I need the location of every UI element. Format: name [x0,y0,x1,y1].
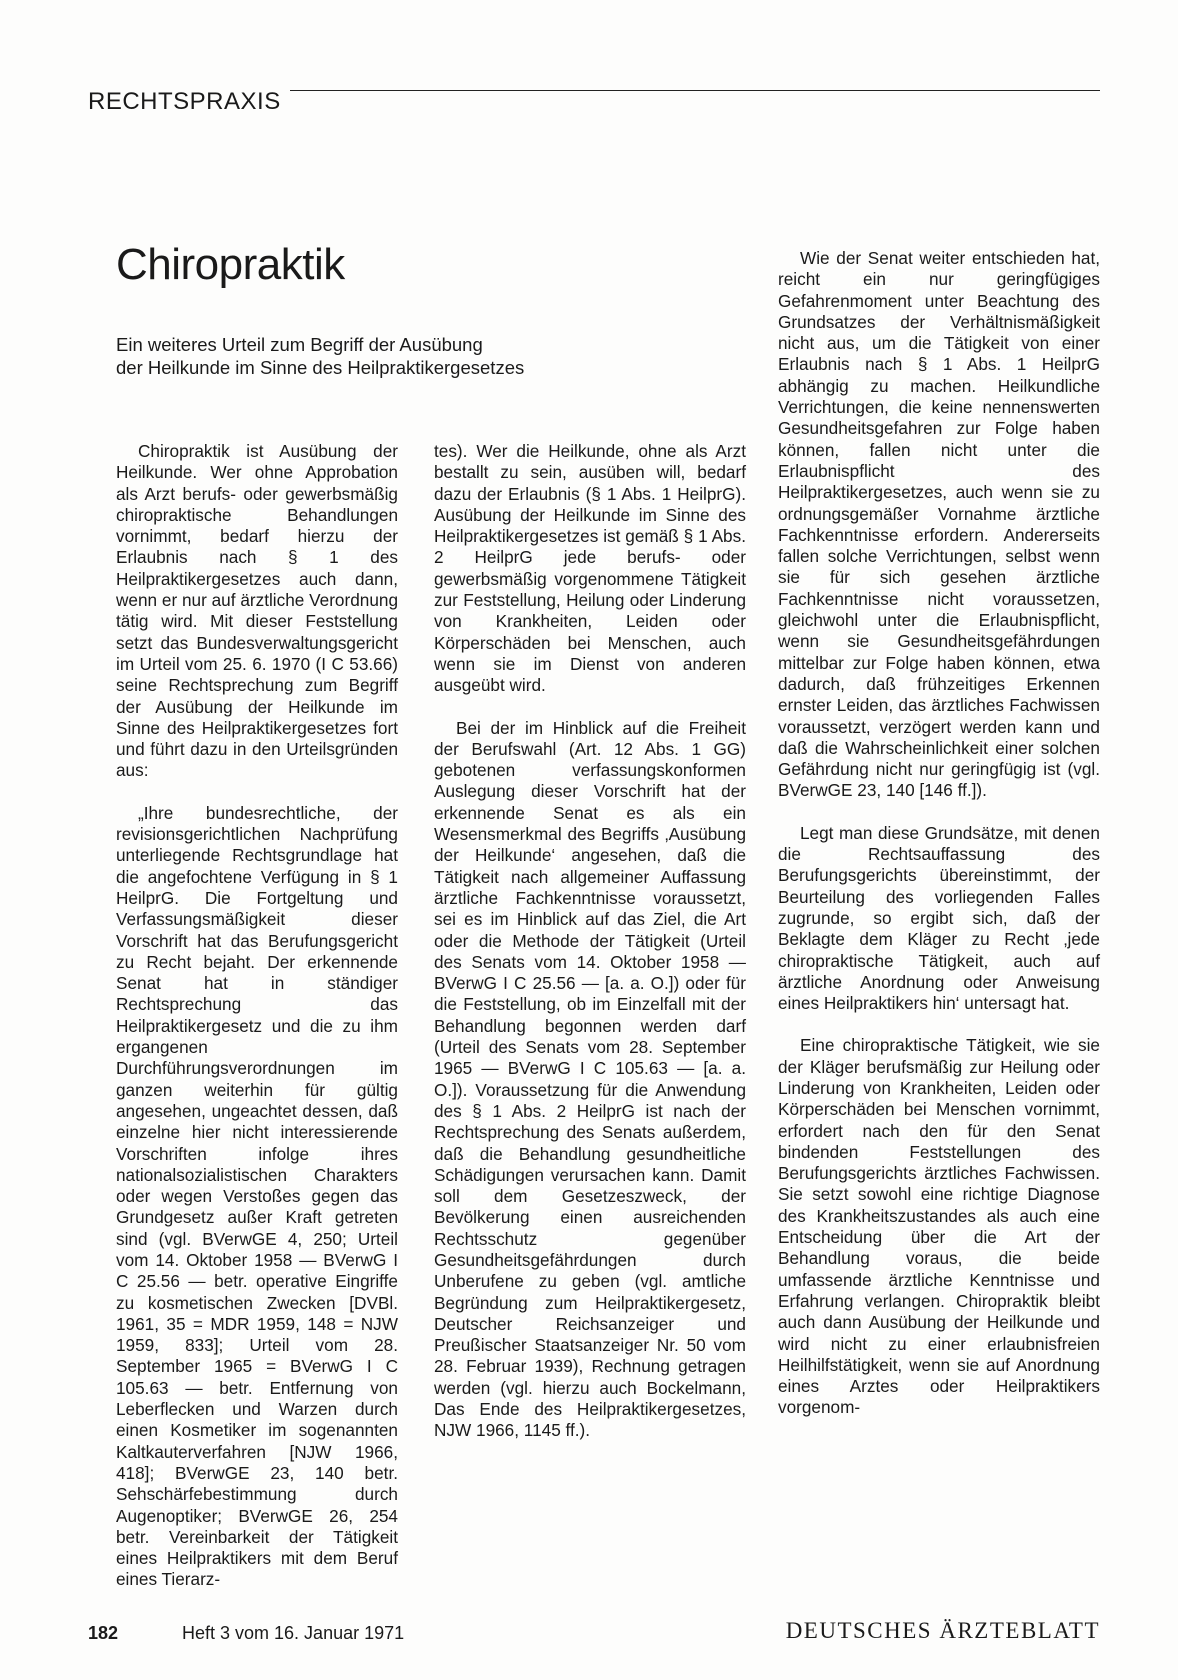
text-column-2 [434,441,746,1463]
text-column-3 [778,248,1100,1440]
paragraph: Legt man diese Grundsätze, mit denen die Rechtsauffassung des Berufungsgerichts übereinstimmt, der Beurteilung des vorliegenden Falles zugrunde, so ergibt sich, daß der Beklagte dem Kläger zu Recht ‚jede chiropraktische Tätigkeit, auch auf ärztliche Anordnung oder Anweisung eines Heilpraktikers hin‘ untersagt hat. [778,822,1100,1014]
paragraph: Bei der im Hinblick auf die Freiheit der Berufswahl (Art. 12 Abs. 1 GG) gebotenen verfassungskonformen Auslegung dieser Vorschrift hat der erkennende Senat es als ein Wesensmerkmal des Begriffs ‚Ausübung der Heilkunde‘ angesehen, daß die Tätigkeit nach allgemeiner Auffassung ärztliche Fachkenntnisse voraussetzt, sei es im Hinblick auf das Ziel, die Art oder die Methode der Tätigkeit (Urteil des Senats vom 14. Oktober 1958 — BVerwG I C 25.56 — [a. a. O.]) oder für die Feststellung, ob im Einzelfall mit der Behandlung begonnen werden darf (Urteil des Senats vom 28. September 1965 — BVerwG I C 105.63 — [a. a. O.]). Voraussetzung für die Anwendung des § 1 Abs. 2 HeilprG ist nach der Rechtsprechung des Senats außerdem, daß die Behandlung gesundheitliche Schädigungen verursachen kann. Damit soll dem Gesetzeszweck, der Bevölkerung einen ausreichenden Rechtsschutz gegenüber Gesundheitsgefährdungen durch Unberufene zu geben (vgl. amtliche Begründung zum Heilpraktikergesetz, Deutscher Reichsanzeiger und Preußischer Staatsanzeiger Nr. 50 vom 28. Februar 1939), Rechnung getragen werden (vgl. hierzu auch Bockelmann, Das Ende des Heilpraktikergesetzes, NJW 1966, 1145 ff.). [434,717,746,1441]
header-rule [290,90,1100,91]
page-number: 182 [88,1623,119,1643]
subtitle-line-2: der Heilkunde im Sinne des Heilpraktikergesetzes [116,357,525,378]
paragraph: Wie der Senat weiter entschieden hat, reicht ein nur geringfügiges Gefahrenmoment unter Beachtung des Grundsatzes der Verhältnismäßigkeit nicht aus, um die Tätigkeit von einer Erlaubnis nach § 1 Abs. 1 HeilprG abhängig zu machen. Heilkundliche Verrichtungen, die keine nennenswerten Gesundheitsgefahren zur Folge haben können, fallen nicht unter die Erlaubnispflicht des Heilpraktikergesetzes, auch wenn sie zu ordnungsgemäßer Vornahme ärztliche Fachkenntnisse erfordern. Andererseits fallen solche Verrichtungen, selbst wenn sie für sich gesehen ärztliche Fachkenntnisse nicht voraussetzen, gleichwohl unter die Erlaubnispflicht, wenn sie Gesundheitsgefährdungen mittelbar zur Folge haben können, etwa dadurch, daß frühzeitiges Erkennen ernster Leiden, das ärztliches Fachwissen voraussetzt, verzögert werden kann und daß die Wahrscheinlichkeit einer solchen Gefährdung nicht nur geringfügig ist (vgl. BVerwGE 23, 140 [146 ff.]). [778,248,1100,801]
journal-name: DEUTSCHES ÄRZTEBLATT [785,1618,1100,1643]
section-label: RECHTSPRAXIS [88,88,281,115]
article-subtitle [116,333,656,379]
article-title: Chiropraktik [116,240,345,289]
paragraph: Chiropraktik ist Ausübung der Heilkunde. Wer ohne Approbation als Arzt berufs- oder gewerbsmäßig chiropraktische Behandlungen vornimmt, bedarf hierzu der Erlaubnis nach § 1 des Heilpraktikergesetzes auch dann, wenn er nur auf ärztliche Verordnung tätig wird. Mit dieser Feststellung setzt das Bundesverwaltungsgericht im Urteil vom 25. 6. 1970 (I C 53.66) seine Rechtsprechung zum Begriff der Ausübung der Heilkunde im Sinne des Heilpraktikergesetzes fort und führt dazu in den Urteilsgründen aus: [116,441,398,781]
paragraph: Eine chiropraktische Tätigkeit, wie sie der Kläger berufsmäßig zur Heilung oder Linderung von Krankheiten, Leiden oder Körperschäden bei Menschen vornimmt, erfordert nach den für den Senat bindenden Feststellungen des Berufungsgerichts ärztliches Fachwissen. Sie setzt sowohl eine richtige Diagnose des Krankheitszustandes als auch eine Entscheidung über die Art der Behandlung voraus, die beide umfassende ärztliche Kenntnisse und Erfahrung verlangen. Chiropraktik bleibt auch dann Ausübung der Heilkunde und wird nicht zu einer erlaubnisfreien Heilhilfstätigkeit, wenn sie auf Anordnung eines Arztes oder Heilpraktikers vorgenom- [778,1035,1100,1418]
paragraph: tes). Wer die Heilkunde, ohne als Arzt bestallt zu sein, ausüben will, bedarf dazu der Erlaubnis (§ 1 Abs. 1 HeilprG). Ausübung der Heilkunde im Sinne des Heilpraktikergesetzes ist gemäß § 1 Abs. 2 HeilprG jede berufs- oder gewerbsmäßig vorgenommene Tätigkeit zur Feststellung, Heilung oder Linderung von Krankheiten, Leiden oder Körperschäden bei Menschen, auch wenn sie im Dienst von anderen ausgeübt wird. [434,441,746,696]
issue-info: Heft 3 vom 16. Januar 1971 [182,1623,405,1643]
paragraph: „Ihre bundesrechtliche, der revisionsgerichtlichen Nachprüfung unterliegende Rechtsgrundlage hat die angefochtene Verfügung in § 1 HeilprG. Die Fortgeltung und Verfassungsmäßigkeit dieser Vorschrift hat das Berufungsgericht zu Recht bejaht. Der erkennende Senat hat in ständiger Rechtsprechung das Heilpraktikergesetz und die zu ihm ergangenen Durchführungsverordnungen im ganzen weiterhin für gültig angesehen, ungeachtet dessen, daß einzelne hier nicht interessierende Vorschriften infolge ihres nationalsozialistischen Charakters oder wegen Verstoßes gegen das Grundgesetz außer Kraft getreten sind (vgl. BVerwGE 4, 250; Urteil vom 14. Oktober 1958 — BVerwG I C 25.56 — betr. operative Eingriffe zu kosmetischen Zwecken [DVBl. 1961, 35 = MDR 1959, 148 = NJW 1959, 833]; Urteil vom 28. September 1965 = BVerwG I C 105.63 — betr. Entfernung von Leberflecken und Warzen durch einen Kosmetiker im sogenannten Kaltkauterverfahren [NJW 1966, 418]; BVerwGE 23, 140 betr. Sehschärfebestimmung durch Augenoptiker; BVerwGE 26, 254 betr. Vereinbarkeit der Tätigkeit eines Heilpraktikers mit dem Beruf eines Tierarz- [116,802,398,1590]
text-column-1 [116,441,398,1612]
subtitle-line-1: Ein weiteres Urteil zum Begriff der Ausübung [116,334,483,355]
